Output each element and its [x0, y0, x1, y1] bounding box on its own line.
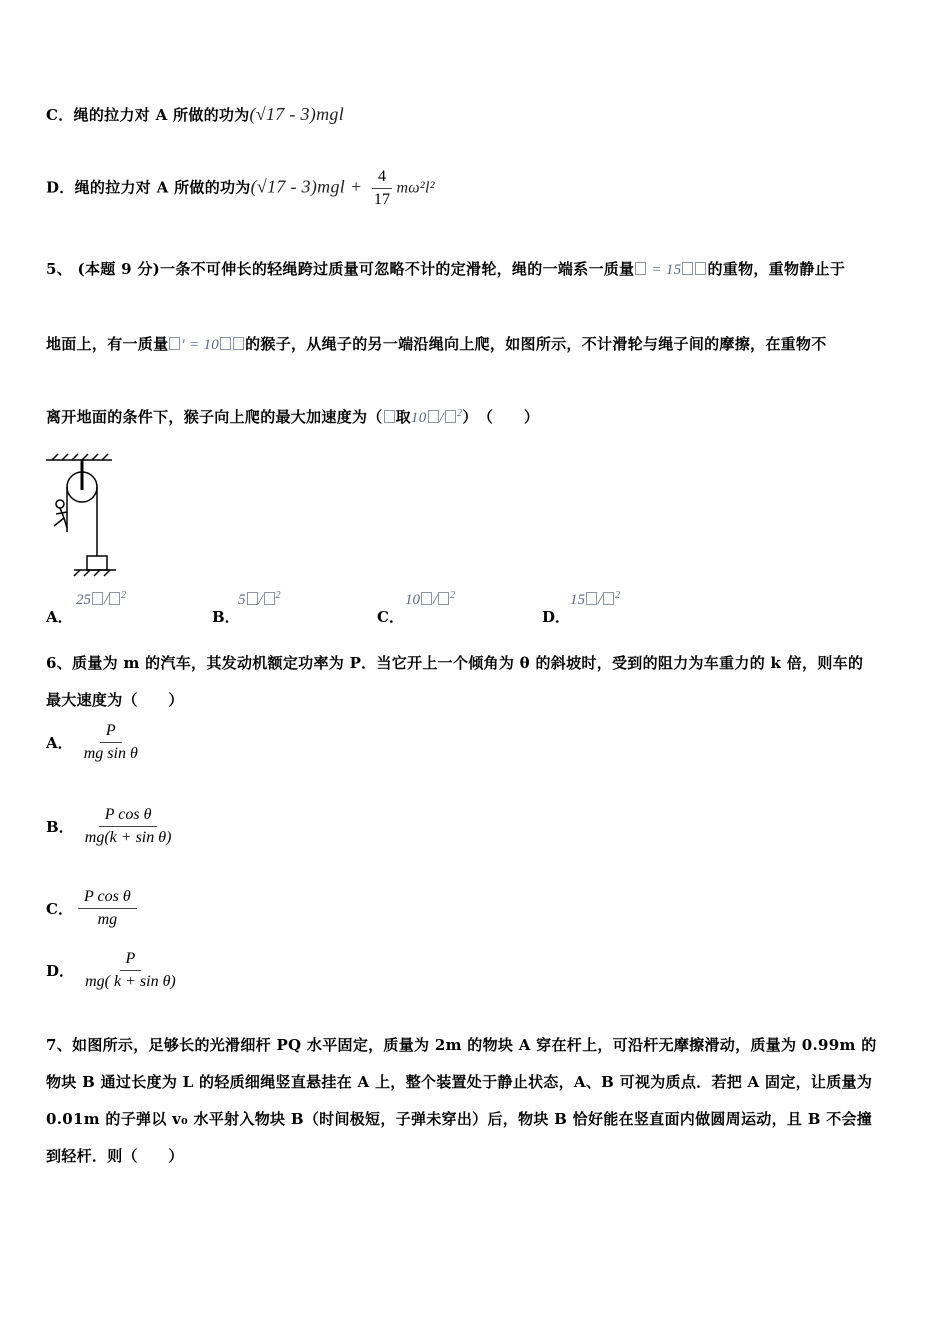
q5-option-c-value: 10	[405, 592, 420, 608]
q5-g-expr	[411, 410, 462, 426]
q5-line-3	[46, 406, 539, 427]
glyph-placeholder-icon	[264, 592, 275, 605]
q5-line-1	[46, 258, 845, 279]
q5-option-d-label: D．	[542, 608, 571, 626]
glyph-placeholder-icon	[682, 262, 693, 275]
q5-option-c-sep: /	[433, 592, 438, 608]
q6-option-c-den: mg	[97, 911, 118, 928]
q6-option-d-label: D．	[46, 962, 75, 980]
q6-option-d-fraction	[79, 950, 182, 991]
q5-line-3-text-a: 离开地面的条件下，猴子向上爬的最大加速度为（	[46, 408, 383, 426]
q5-option-a-value: 25	[76, 592, 91, 608]
q6-option-d[interactable]	[46, 950, 182, 991]
hanging-weight	[87, 556, 107, 570]
q4-option-c	[46, 104, 344, 125]
q5-option-a-sup: 2	[121, 590, 127, 601]
q5-option-a-label: A．	[46, 608, 73, 626]
glyph-placeholder-icon	[233, 337, 244, 350]
q5-line-3-text-b: ） （ ）	[462, 408, 540, 426]
q4-option-d-text: 绳的拉力对 A 所做的功为	[74, 178, 251, 197]
q5-g-unit-sep: /	[439, 410, 444, 426]
q5-g-value: 10	[410, 410, 427, 426]
q6-option-b-den: mg(k + sin θ)	[84, 829, 172, 846]
q6-option-a-label: A．	[46, 734, 73, 752]
q6-option-c-fraction	[78, 888, 137, 929]
q6-option-b[interactable]	[46, 806, 177, 847]
q5-option-b-sep: /	[258, 592, 263, 608]
q6-option-c-label: C．	[46, 900, 73, 918]
q5-option-a-sep: /	[104, 592, 109, 608]
q6-option-a[interactable]	[46, 722, 144, 763]
q4-option-d-tail: mω²l²	[396, 179, 435, 197]
q4-option-d-fraction	[368, 168, 397, 209]
q5-option-d-value-expr	[570, 590, 620, 609]
q5-option-b-value: 5	[238, 592, 246, 608]
q7-line-2: 物块 B 通过长度为 L 的轻质细绳竖直悬挂在 A 上，整个装置处于静止状态，A、B 可视为质点．若把 A 固定，让质量为	[46, 1073, 873, 1091]
q7-line-4: 到轻杆．则（ ）	[46, 1147, 184, 1165]
q6-option-a-den: mg sin θ	[83, 745, 138, 762]
q5-mass-m-value: = 15	[651, 262, 682, 278]
glyph-placeholder-icon	[438, 592, 449, 605]
q5-line-1-text-b: 的重物，重物静止于	[707, 260, 846, 278]
q6-option-c[interactable]	[46, 888, 137, 929]
q4-option-d-label: D．	[46, 178, 75, 197]
glyph-placeholder-icon	[169, 337, 180, 350]
glyph-placeholder-icon	[586, 592, 597, 605]
q5-option-c-label: C．	[377, 608, 404, 626]
q4-option-d-expr: (√17 - 3)mgl +	[250, 176, 363, 197]
q5-pulley-figure	[44, 452, 124, 582]
q5-g-sup: 2	[457, 408, 463, 419]
q4-option-c-expr: (√17 - 3)mgl	[249, 104, 344, 124]
q5-option-d-sup: 2	[615, 590, 621, 601]
q5-option-b-label: B．	[212, 608, 240, 626]
q6-option-b-num: P cos θ	[99, 806, 158, 827]
q5-option-c-value-expr	[405, 590, 455, 609]
q4-option-d-frac-den: 17	[373, 191, 391, 208]
q5-line-1-text-a: 5、 (本题 9 分)一条不可伸长的轻绳跨过质量可忽略不计的定滑轮，绳的一端系一质量	[46, 260, 635, 278]
q5-option-b-value-expr	[238, 590, 281, 609]
q6-line-2: 最大速度为（ ）	[46, 691, 184, 709]
q4-option-c-label: C．	[46, 106, 74, 124]
q7-line-3: 0.01m 的子弹以 v₀ 水平射入物块 B（时间极短，子弹未穿出）后，物块 B 恰好能在竖直面内做圆周运动，且 B 不会撞	[46, 1110, 873, 1128]
q6-option-a-num: P	[100, 722, 122, 743]
q6-option-c-num: P cos θ	[78, 888, 137, 909]
q5-line-2-text-b: 的猴子，从绳子的另一端沿绳向上爬，如图所示，不计滑轮与绳子间的摩擦，在重物不	[245, 335, 827, 353]
q5-option-b-sup: 2	[275, 590, 281, 601]
q6-option-d-den: mg( k + sin θ)	[85, 973, 176, 990]
q6-option-a-fraction	[78, 722, 144, 763]
q5-mass-m-expr	[634, 262, 707, 278]
q5-take-word: 取	[395, 408, 411, 426]
q4-option-d	[46, 168, 435, 209]
glyph-placeholder-icon	[603, 592, 614, 605]
q6-option-b-fraction	[79, 806, 178, 847]
glyph-placeholder-icon	[384, 410, 395, 423]
q5-option-c-sup: 2	[450, 590, 456, 601]
glyph-placeholder-icon	[92, 592, 103, 605]
glyph-placeholder-icon	[421, 592, 432, 605]
q7-line-1: 7、如图所示，足够长的光滑细杆 PQ 水平固定，质量为 2m 的物块 A 穿在杆上，可沿杆无摩擦滑动，质量为 0.99m 的	[46, 1036, 877, 1054]
glyph-placeholder-icon	[220, 337, 231, 350]
q5-line-2	[46, 333, 827, 354]
monkey-head	[56, 500, 64, 508]
q4-option-d-frac-num: 4	[372, 168, 392, 189]
q5-options-row	[46, 588, 686, 628]
q5-option-d-value: 15	[570, 592, 585, 608]
q5-option-d-sep: /	[598, 592, 603, 608]
q5-mass-mprime-value: ′ = 10	[181, 337, 220, 353]
q5-line-2-text-a: 地面上，有一质量	[46, 335, 169, 353]
glyph-placeholder-icon	[695, 262, 706, 275]
q4-option-c-text: 绳的拉力对 A 所做的功为	[73, 106, 250, 124]
q5-option-a-value-expr	[76, 590, 126, 609]
glyph-placeholder-icon	[109, 592, 120, 605]
glyph-placeholder-icon	[635, 262, 646, 275]
q5-mass-mprime-expr	[168, 337, 245, 353]
q6-option-b-label: B．	[46, 818, 74, 836]
glyph-placeholder-icon	[445, 410, 456, 423]
q6-option-d-num: P	[120, 950, 142, 971]
glyph-placeholder-icon	[247, 592, 258, 605]
q6-line-1: 6、质量为 m 的汽车，其发动机额定功率为 P．当它开上一个倾角为 θ 的斜坡时，受到的阻力为车重力的 k 倍，则车的	[46, 654, 864, 672]
glyph-placeholder-icon	[428, 410, 439, 423]
